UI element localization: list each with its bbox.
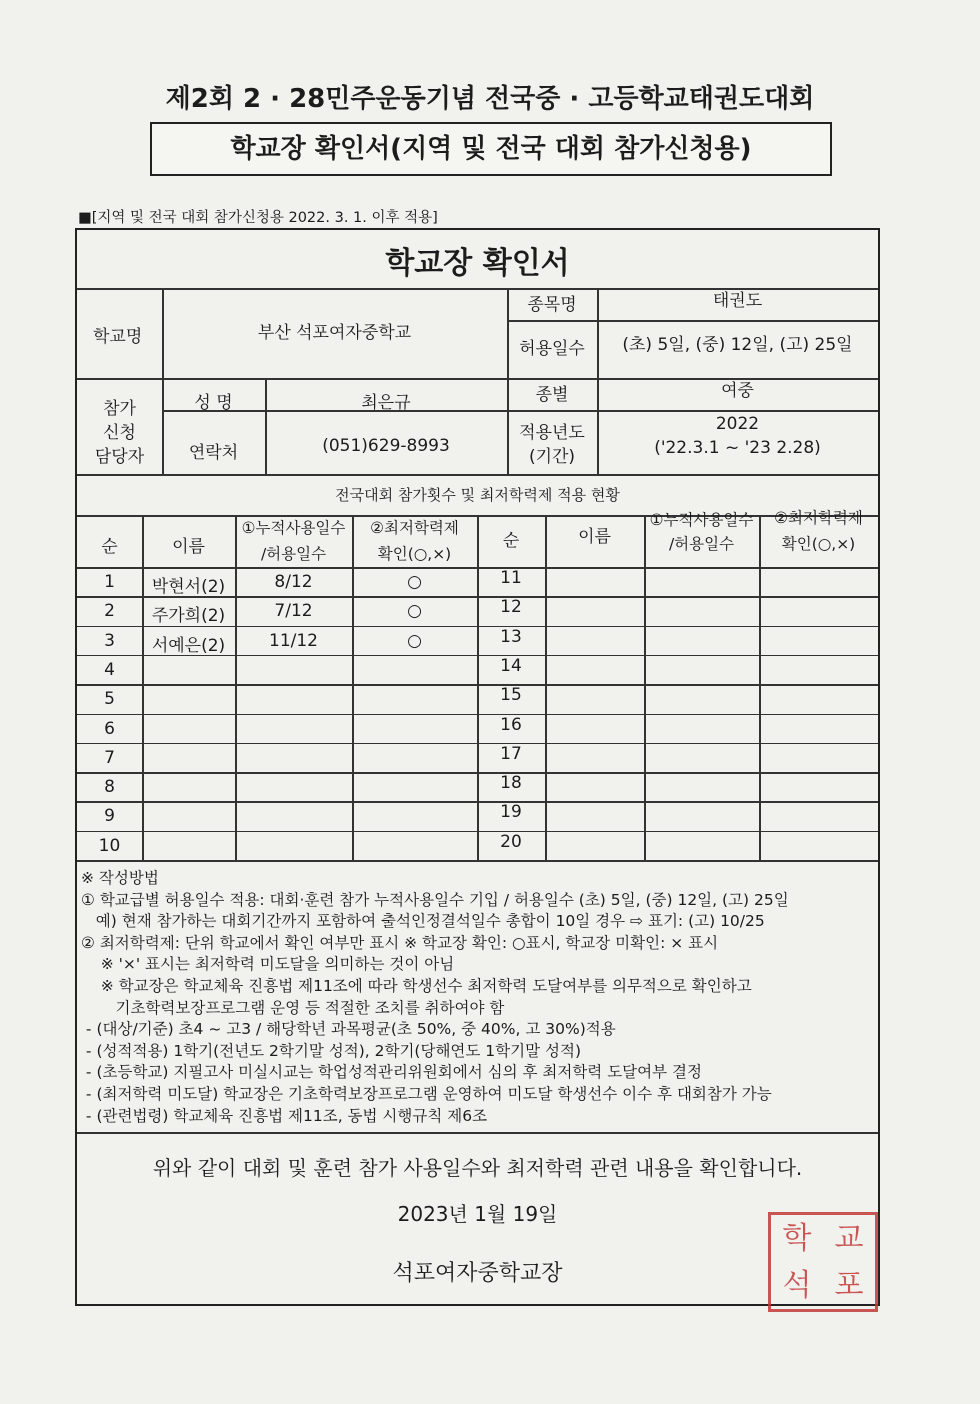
instruction-line: ※ 작성방법 — [81, 869, 159, 887]
row-no: 2 — [104, 601, 115, 622]
col-no-header-right: 순 — [502, 531, 520, 551]
instruction-line: ② 최저학력제: 단위 학교에서 확인 여부만 표시 ※ 학교장 확인: ○표시, 학교장 미확인: × 표시 — [81, 933, 719, 952]
contact-label-1: 참가 — [103, 399, 136, 419]
days-used: 11/12 — [269, 630, 318, 651]
name-value: 최은규 — [361, 393, 411, 413]
col-days-header-right-2: /허용일수 — [668, 535, 735, 553]
gender-value: 여중 — [721, 381, 754, 401]
application-note: ■[지역 및 전국 대회 참가신청용 2022. 3. 1. 이후 적용] — [78, 210, 438, 226]
document-title-box: 학교장 확인서(지역 및 전국 대회 참가신청용) — [150, 122, 832, 176]
row-no-right: 15 — [500, 685, 522, 706]
days-used: 7/12 — [274, 601, 313, 622]
academic-check: ○ — [407, 601, 422, 622]
confirmation-date: 2023년 1월 19일 — [397, 1202, 558, 1226]
student-name: 박현서(2) — [151, 577, 226, 597]
col-acad-header-right-1: ②최저학력제 — [774, 509, 863, 527]
col-acad-header-right-2: 확인(○,×) — [781, 535, 856, 553]
row-no-right: 11 — [500, 568, 522, 588]
row-no-right: 17 — [500, 743, 522, 764]
row-no: 9 — [104, 806, 115, 827]
instruction-line: ① 학교급별 허용일수 적용: 대회·훈련 참가 누적사용일수 기입 / 허용일수 (초) 5일, (중) 12일, (고) 25일 — [81, 890, 789, 909]
year-value-2: ('22.3.1 ~ '23 2.28) — [654, 438, 821, 458]
sport-value: 태권도 — [712, 291, 763, 311]
row-no-right: 12 — [500, 597, 522, 618]
row-no: 1 — [104, 572, 115, 592]
sport-label: 종목명 — [527, 295, 577, 315]
col-name-header: 이름 — [172, 537, 205, 557]
phone-value: (051)629-8993 — [322, 436, 450, 456]
days-label: 허용일수 — [519, 339, 585, 359]
seal-char: 학 — [782, 1221, 812, 1256]
instruction-line: - (관련법령) 학교체육 진흥법 제11조, 동법 시행규칙 제6조 — [81, 1106, 488, 1125]
gender-label: 종별 — [535, 385, 569, 405]
academic-check: ○ — [407, 572, 422, 592]
row-no: 7 — [104, 747, 115, 768]
row-no: 10 — [98, 835, 121, 856]
col-acad-header-1: ②최저학력제 — [370, 519, 459, 537]
col-name-header-right: 이름 — [578, 527, 611, 547]
row-no: 3 — [104, 630, 115, 651]
instruction-line: ※ '×' 표시는 최저학력 미도달을 의미하는 것이 아님 — [81, 955, 455, 974]
row-no: 8 — [104, 777, 115, 798]
status-title: 전국대회 참가횟수 및 최저학력제 적용 현황 — [335, 486, 620, 504]
school-seal — [768, 1212, 878, 1312]
seal-char: 석 — [782, 1268, 812, 1303]
instruction-line: - (대상/기준) 초4 ~ 고3 / 해당학년 과목평균(초 50%, 중 40%, 고 30%)적용 — [81, 1020, 616, 1039]
year-value-1: 2022 — [715, 414, 760, 434]
year-label-1: 적용년도 — [519, 423, 585, 443]
col-days-header-1: ①누적사용일수 — [241, 519, 346, 537]
competition-title: 제2회 2 · 28민주운동기념 전국중 · 고등학교태권도대회 — [165, 84, 815, 114]
signer-name: 석포여자중학교장 — [392, 1261, 563, 1286]
instruction-line: - (초등학교) 지필고사 미실시교는 학업성적관리위원회에서 심의 후 최저학력 도달여부 결정 — [81, 1063, 702, 1082]
confirmation-statement: 위와 같이 대회 및 훈련 참가 사용일수와 최저학력 관련 내용을 확인합니다. — [152, 1156, 803, 1180]
days-value: (초) 5일, (중) 12일, (고) 25일 — [622, 335, 853, 355]
contact-label-2: 신청 — [103, 423, 136, 443]
row-no-right: 20 — [500, 831, 522, 852]
phone-label: 연락처 — [188, 443, 239, 463]
col-no-header: 순 — [101, 537, 118, 557]
instruction-line: ※ 학교장은 학교체육 진흥법 제11조에 따라 학생선수 최저학력 도달여부를 의무적으로 확인하고 — [81, 977, 752, 995]
name-label: 성 명 — [194, 393, 233, 413]
school-label: 학교명 — [93, 327, 143, 347]
row-no-right: 18 — [500, 773, 522, 794]
instruction-line: - (최저학력 미도달) 학교장은 기초학력보장프로그램 운영하여 미도달 학생선수 이수 후 대회참가 가능 — [81, 1085, 772, 1103]
form-title: 학교장 확인서 — [385, 246, 570, 281]
instruction-line: - (성적적용) 1학기(전년도 2학기말 성적), 2학기(당해연도 1학기말 성적) — [81, 1041, 581, 1060]
row-no-right: 13 — [500, 626, 522, 647]
year-label-2: (기간) — [528, 447, 576, 467]
instruction-line: 기초학력보장프로그램 운영 등 적절한 조치를 취하여야 함 — [81, 998, 505, 1017]
row-no-right: 16 — [500, 714, 522, 735]
instruction-line: 예) 현재 참가하는 대회기간까지 포함하여 출석인정결석일수 총합이 10일 경우 ⇨ 표기: (고) 10/25 — [81, 912, 765, 931]
seal-char: 교 — [834, 1221, 864, 1256]
col-days-header-2: /허용일수 — [260, 545, 327, 563]
row-no: 4 — [104, 659, 115, 680]
col-days-header-right-1: ①누적사용일수 — [649, 511, 754, 529]
student-name: 서예은(2) — [151, 635, 226, 656]
col-acad-header-2: 확인(○,×) — [377, 545, 452, 563]
school-value: 부산 석포여자중학교 — [257, 323, 412, 343]
row-no-right: 19 — [500, 802, 522, 823]
confirmation-form — [75, 228, 880, 1306]
academic-check: ○ — [407, 630, 422, 651]
seal-char: 포 — [834, 1268, 864, 1303]
student-name: 주가희(2) — [151, 606, 226, 627]
row-no-right: 14 — [500, 655, 522, 676]
days-used: 8/12 — [274, 572, 313, 592]
row-no: 5 — [104, 689, 115, 710]
contact-label-3: 담당자 — [94, 447, 145, 467]
row-no: 6 — [104, 718, 115, 739]
